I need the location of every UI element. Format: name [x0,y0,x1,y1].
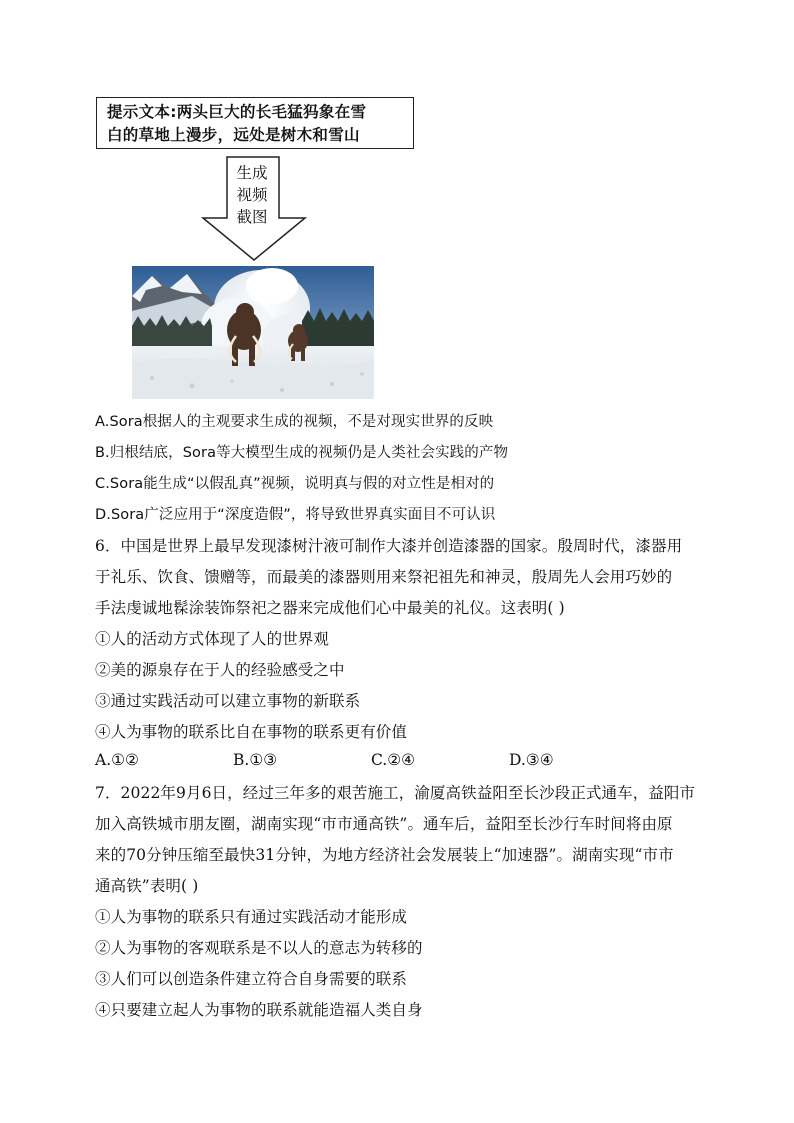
question-6-choices [95,751,655,773]
question-6-line-1: 6．中国是世界上最早发现漆树汁液可制作大漆并创造漆器的国家。殷周时代，漆器用 [95,537,683,555]
question-7-statement-2: ②人为事物的客观联系是不以人的意志为转移的 [95,939,423,957]
choice-b: B.①③ [233,751,278,769]
question-7-line-1: 7．2022年9月6日，经过三年多的艰苦施工，渝厦高铁益阳至长沙段正式通车，益阳市 [95,784,696,802]
question-7-statement-4: ④只要建立起人为事物的联系就能造福人类自身 [95,1001,423,1019]
choice-a: A.①② [95,751,139,769]
question-6-statement-2: ②美的源泉存在于人的经验感受之中 [95,661,345,679]
question-7-line-4: 通高铁”表明( ) [95,877,199,895]
question-6-statement-1: ①人的活动方式体现了人的世界观 [95,630,330,648]
option-d: D.Sora广泛应用于“深度造假”，将导致世界真实面目不可认识 [95,507,496,523]
choice-d: D.③④ [509,751,554,769]
option-a: A.Sora根据人的主观要求生成的视频，不是对现实世界的反映 [95,414,494,430]
prompt-text-box [96,97,414,149]
arrow-label-line-1: 生成 [236,164,268,182]
question-7-statement-3: ③人们可以创造条件建立符合自身需要的联系 [95,970,408,988]
option-c: C.Sora能生成“以假乱真”视频，说明真与假的对立性是相对的 [95,476,495,492]
question-6-line-2: 于礼乐、饮食、馈赠等，而最美的漆器则用来祭祀祖先和神灵，殷周先人会用巧妙的 [95,568,673,586]
arrow-label-line-3: 截图 [236,208,268,226]
prompt-line-2: 白的草地上漫步，远处是树木和雪山 [107,126,360,144]
question-7-line-3: 来的70分钟压缩至最快31分钟，为地方经济社会发展装上“加速器”。湖南实现“市市 [95,846,674,864]
question-7-line-2: 加入高铁城市朋友圈，湖南实现“市市通高铁”。通车后，益阳至长沙行车时间将由原 [95,815,673,833]
question-7-statement-1: ①人为事物的联系只有通过实践活动才能形成 [95,908,408,926]
option-b: B.归根结底，Sora等大模型生成的视频仍是人类社会实践的产物 [95,445,509,461]
arrow-label [232,162,272,228]
choice-c: C.②④ [371,751,416,769]
prompt-line-1: 提示文本:两头巨大的长毛猛犸象在雪 [107,103,367,121]
question-6-statement-3: ③通过实践活动可以建立事物的新联系 [95,692,361,710]
mammoth-video-screenshot [132,266,374,399]
question-6-line-3: 手法虔诚地髹涂装饰祭祀之器来完成他们心中最美的礼仪。这表明( ) [95,599,565,617]
question-6-statement-4: ④人为事物的联系比自在事物的联系更有价值 [95,723,408,741]
arrow-label-line-2: 视频 [236,186,268,204]
